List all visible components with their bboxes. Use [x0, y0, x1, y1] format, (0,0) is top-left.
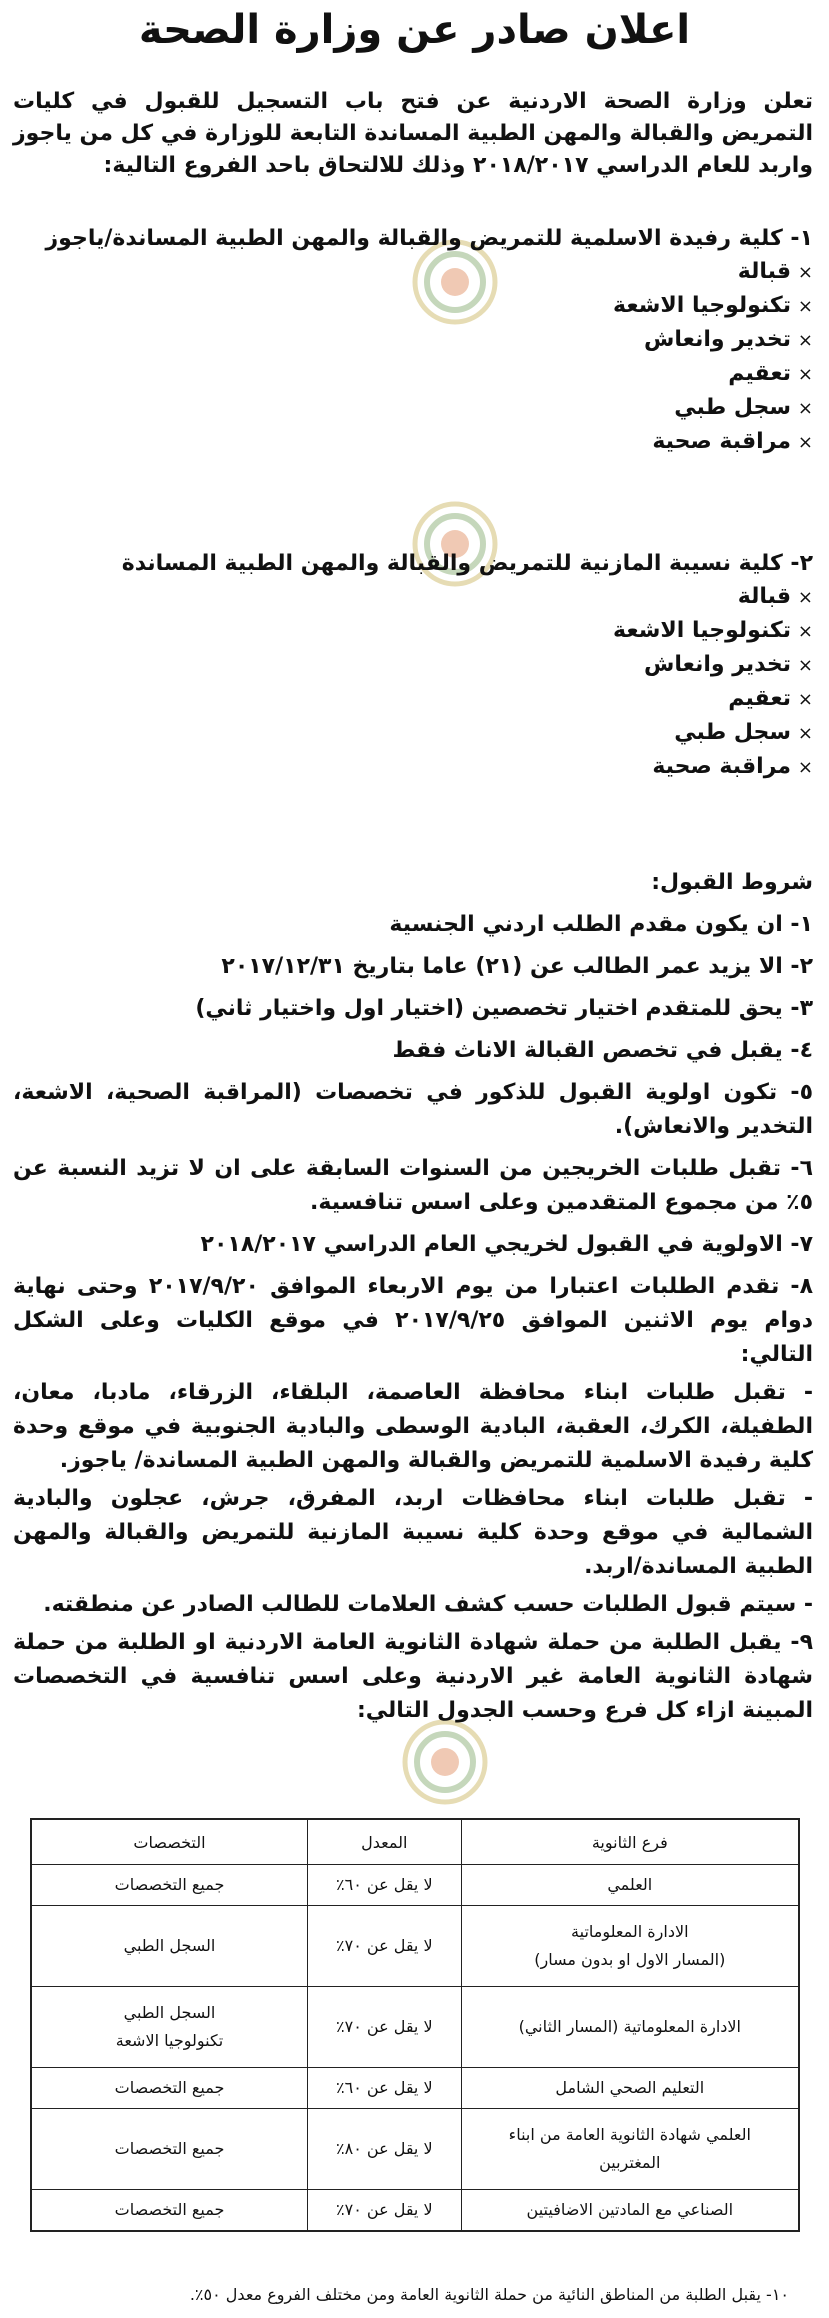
condition-item: ٨- تقدم الطلبات اعتبارا من يوم الاربعاء الموافق ٢٠١٧/٩/٢٠ وحتى نهاية دوام يوم الاثنين الموافق ٢٠١٧/٩/٢٥ في موقع الكليات وعلى الشكل التالي:: [13, 1274, 813, 1367]
cell-average: لا يقل عن ٦٠٪: [308, 1865, 462, 1906]
header-specialties: التخصصات: [31, 1819, 308, 1865]
cell-average: لا يقل عن ٦٠٪: [308, 2068, 462, 2109]
condition-subitem: - سيتم قبول الطلبات حسب كشف العلامات للطالب الصادر عن منطقته.: [43, 1592, 813, 1617]
cell-specialties: جميع التخصصات: [31, 2190, 308, 2232]
condition-item: ٦- تقبل طلبات الخريجين من السنوات السابقة على ان لا تزيد النسبة عن ٥٪ من مجموع المتقدمين وعلى اسس تنافسية.: [13, 1156, 813, 1215]
cell-stream: الادارة المعلوماتية (المسار الاول او بدون مسار): [461, 1906, 799, 1987]
college-2-heading: ٢- كلية نسيبة المازنية للتمريض والقبالة والمهن الطبية المساندة: [121, 551, 813, 576]
cell-specialties: جميع التخصصات: [31, 2109, 308, 2190]
condition-item: ٩- يقبل الطلبة من حملة شهادة الثانوية العامة الاردنية او الطلبة من حملة شهادة الثانوية العامة غير الاردنية وعلى اسس تنافسية في التخصصات المبينة ازاء كل فرع وحسب الجدول التالي:: [13, 1630, 813, 1723]
college-2-item: ×تعقيم: [728, 686, 813, 711]
intro-paragraph: [13, 86, 813, 182]
footnote: ١٠- يقبل الطلبة من المناطق النائية من حملة الثانوية العامة ومن مختلف الفروع معدل ٥٠٪.: [189, 2285, 789, 2304]
table-row: [31, 1906, 799, 1987]
college-1-item: ×سجل طبي: [674, 395, 813, 420]
table-row: [31, 2190, 799, 2232]
college-1-item: ×تكنولوجيا الاشعة: [613, 293, 813, 318]
condition-subitem: - تقبل طلبات ابناء محافظة العاصمة، البلقاء، الزرقاء، مادبا، معان، الطفيلة، الكرك، العقبة، البادية الوسطى والبادية الجنوبية في موقع وحدة كلية رفيدة الاسلمية للتمريض والقبالة والمهن الطبية المساندة/ ياجوز.: [13, 1380, 813, 1473]
college-2-item: ×قبالة: [737, 584, 813, 609]
cell-average: لا يقل عن ٧٠٪: [308, 1987, 462, 2068]
header-stream: فرع الثانوية: [461, 1819, 799, 1865]
cell-specialties: جميع التخصصات: [31, 2068, 308, 2109]
admission-table: [30, 1818, 800, 2232]
college-1-item: ×تعقيم: [728, 361, 813, 386]
stream-table: [30, 1818, 800, 2232]
conditions-heading: شروط القبول:: [651, 870, 813, 895]
college-1-item: ×تخدير وانعاش: [644, 327, 813, 352]
condition-subitem: - تقبل طلبات ابناء محافظات اربد، المفرق، جرش، عجلون والبادية الشمالية في موقع وحدة كلية نسيبة المازنية للتمريض والقبالة والمهن الطبية المساندة/اربد.: [13, 1486, 813, 1579]
condition-item: ٢- الا يزيد عمر الطالب عن (٢١) عاما بتاريخ ٢٠١٧/١٢/٣١: [221, 954, 813, 979]
condition-item: ٥- تكون اولوية القبول للذكور في تخصصات (المراقبة الصحية، الاشعة، التخدير والانعاش).: [13, 1080, 813, 1139]
college-2-section: [13, 547, 813, 784]
cell-specialties: السجل الطبي: [31, 1906, 308, 1987]
college-1-section: [13, 222, 813, 459]
table-header-row: [31, 1819, 799, 1865]
cell-stream: العلمي شهادة الثانوية العامة من ابناء المغتربين: [461, 2109, 799, 2190]
cell-specialties: جميع التخصصات: [31, 1865, 308, 1906]
cell-stream: العلمي: [461, 1865, 799, 1906]
college-1-heading: ١- كلية رفيدة الاسلمية للتمريض والقبالة والمهن الطبية المساندة/ياجوز: [45, 226, 813, 251]
intro-text: تعلن وزارة الصحة الاردنية عن فتح باب التسجيل للقبول في كليات التمريض والقبالة والمهن الطبية المساندة التابعة للوزارة في كل من ياجوز واربد للعام الدراسي ٢٠١٨/٢٠١٧ وذلك للالتحاق باحد الفروع التالية:: [13, 89, 813, 178]
admission-conditions: [13, 866, 813, 1728]
announcement-title: اعلان صادر عن وزارة الصحة: [138, 7, 691, 53]
table-row: [31, 2109, 799, 2190]
condition-item: ١- ان يكون مقدم الطلب اردني الجنسية: [389, 912, 813, 937]
condition-item: ٧- الاولوية في القبول لخريجي العام الدراسي ٢٠١٨/٢٠١٧: [200, 1232, 813, 1257]
college-2-item: ×مراقبة صحية: [652, 754, 813, 779]
cell-average: لا يقل عن ٨٠٪: [308, 2109, 462, 2190]
cell-average: لا يقل عن ٧٠٪: [308, 1906, 462, 1987]
cell-stream: الصناعي مع المادتين الاضافيتين: [461, 2190, 799, 2232]
college-1-item: ×مراقبة صحية: [652, 429, 813, 454]
ministry-seal-watermark: [401, 1718, 489, 1806]
table-row: [31, 2068, 799, 2109]
cell-average: لا يقل عن ٧٠٪: [308, 2190, 462, 2232]
college-2-item: ×تخدير وانعاش: [644, 652, 813, 677]
cell-specialties: السجل الطبي تكنولوجيا الاشعة: [31, 1987, 308, 2068]
condition-item: ٤- يقبل في تخصص القبالة الاناث فقط: [392, 1038, 813, 1063]
header-average: المعدل: [308, 1819, 462, 1865]
cell-stream: التعليم الصحي الشامل: [461, 2068, 799, 2109]
condition-item: ٣- يحق للمتقدم اختيار تخصصين (اختيار اول واختيار ثاني): [195, 996, 813, 1021]
college-1-item: ×قبالة: [737, 259, 813, 284]
college-2-item: ×سجل طبي: [674, 720, 813, 745]
cell-stream: الادارة المعلوماتية (المسار الثاني): [461, 1987, 799, 2068]
table-row: [31, 1987, 799, 2068]
college-2-item: ×تكنولوجيا الاشعة: [613, 618, 813, 643]
table-row: [31, 1865, 799, 1906]
